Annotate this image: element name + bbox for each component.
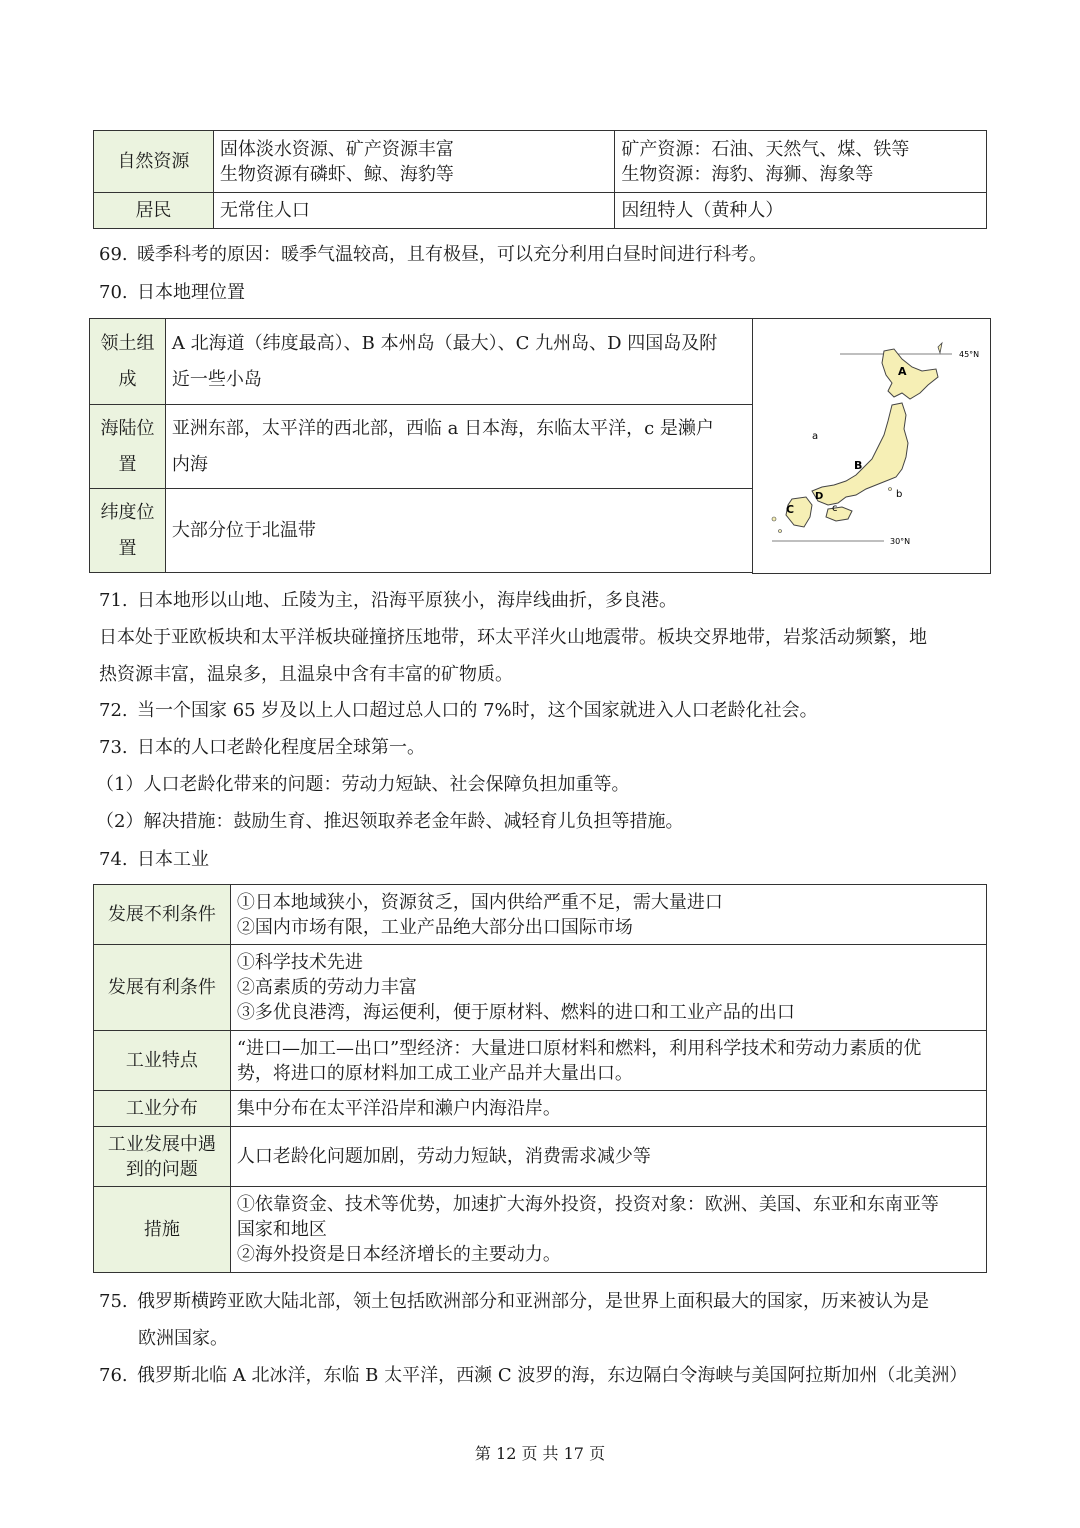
map-label-D: D bbox=[815, 491, 824, 502]
map-label-a: a bbox=[812, 431, 819, 442]
head-line: 置 bbox=[118, 453, 137, 475]
head-line: 工业发展中遇 bbox=[107, 1133, 216, 1155]
lat-label-30: 30°N bbox=[890, 537, 911, 546]
head-line: 到的问题 bbox=[125, 1158, 198, 1180]
row-head bbox=[90, 405, 166, 489]
paragraph-line: 日本处于亚欧板块和太平洋板块碰撞挤压地带，环太平洋火山地震带。板块交界地带，岩浆活动频繁，地 bbox=[99, 627, 927, 648]
sub-item: （1）人口老龄化带来的问题：劳动力短缺、社会保障负担加重等。 bbox=[96, 774, 630, 795]
item-number: 72. bbox=[99, 700, 128, 721]
cell-line: 固体淡水资源、矿产资源丰富 bbox=[219, 138, 454, 160]
item-71 bbox=[99, 588, 677, 614]
cell-line: ①科学技术先进 bbox=[236, 952, 363, 973]
paragraph-line: 热资源丰富，温泉多，且温泉中含有丰富的矿物质。 bbox=[99, 664, 513, 685]
cell bbox=[165, 405, 752, 489]
item-text: 暖季科考的原因：暖季气温较高，且有极昼，可以充分利用白昼时间进行科考。 bbox=[137, 244, 767, 265]
item-number: 74. bbox=[99, 849, 128, 870]
resources-table bbox=[93, 130, 987, 229]
row-head: 发展不利条件 bbox=[94, 885, 231, 945]
cell-line: “进口—加工—出口”型经济：大量进口原材料和燃料，利用科学技术和劳动力素质的优 bbox=[236, 1037, 922, 1059]
japan-map-svg bbox=[752, 319, 990, 573]
row-head: 措施 bbox=[94, 1187, 231, 1273]
cell-line: ③多优良港湾，海运便利，便于原材料、燃料的进口和工业产品的出口 bbox=[236, 1002, 795, 1023]
cell: 因纽特人（黄种人） bbox=[615, 193, 987, 229]
island bbox=[772, 517, 776, 521]
item-72 bbox=[99, 698, 818, 724]
page-footer: 第 12 页 共 17 页 bbox=[474, 1444, 606, 1463]
cell-line: ②海外投资是日本经济增长的主要动力。 bbox=[236, 1244, 561, 1265]
cell bbox=[230, 885, 986, 945]
row-head bbox=[90, 319, 166, 405]
cell-line: 矿产资源：石油、天然气、煤、铁等 bbox=[621, 138, 910, 160]
head-line: 纬度位 bbox=[100, 501, 155, 523]
cell-line: A 北海道（纬度最高）、B 本州岛（最大）、C 九州岛、D 四国岛及附 bbox=[171, 332, 718, 354]
item-74 bbox=[99, 847, 209, 873]
cell bbox=[213, 131, 615, 193]
head-line: 置 bbox=[118, 537, 137, 559]
cell-line: 势，将进口的原材料加工成工业产品并大量出口。 bbox=[236, 1062, 633, 1084]
cell-line: 生物资源：海豹、海狮、海象等 bbox=[621, 163, 874, 185]
map-label-b: b bbox=[896, 489, 903, 500]
item-text: 日本地形以山地、丘陵为主，沿海平原狭小，海岸线曲折，多良港。 bbox=[137, 590, 677, 611]
kuril-island bbox=[938, 343, 942, 353]
island bbox=[889, 488, 892, 491]
item-number: 69. bbox=[99, 244, 128, 265]
row-head: 自然资源 bbox=[94, 131, 214, 193]
row-head: 发展有利条件 bbox=[94, 945, 231, 1031]
item-text: 俄罗斯横跨亚欧大陆北部，领土包括欧洲部分和亚洲部分，是世界上面积最大的国家，历来被认为是 bbox=[137, 1291, 929, 1312]
japan-industry-table bbox=[93, 884, 987, 1273]
row-head: 居民 bbox=[94, 193, 214, 229]
cell-line: ②国内市场有限，工业产品绝大部分出口国际市场 bbox=[236, 916, 633, 938]
japan-map bbox=[752, 318, 991, 574]
item-number: 76. bbox=[99, 1365, 128, 1386]
item-text: 俄罗斯北临 A 北冰洋，东临 B 太平洋，西濒 C 波罗的海，东边隔白令海峡与美国阿拉斯加州（北美洲） bbox=[137, 1365, 968, 1386]
row-head bbox=[90, 489, 166, 573]
map-label-c: c bbox=[832, 503, 838, 514]
cell-line: ②高素质的劳动力丰富 bbox=[236, 977, 417, 998]
item-number: 70. bbox=[99, 282, 128, 303]
cell-line: 生物资源有磷虾、鲸、海豹等 bbox=[219, 163, 454, 185]
item-text: 日本工业 bbox=[137, 849, 209, 870]
cell-line: 内海 bbox=[171, 453, 208, 475]
shikoku-shape bbox=[826, 507, 852, 521]
lat-label-45: 45°N bbox=[959, 350, 980, 359]
cell-line: 国家和地区 bbox=[236, 1219, 327, 1240]
item-text-cont: 欧洲国家。 bbox=[138, 1328, 228, 1349]
item-text: 日本的人口老龄化程度居全球第一。 bbox=[137, 737, 425, 758]
item-number: 73. bbox=[99, 737, 128, 758]
cell-line: ①日本地域狭小，资源贫乏，国内供给严重不足，需大量进口 bbox=[236, 891, 723, 913]
item-number: 75. bbox=[99, 1291, 128, 1312]
sub-item: （2）解决措施：鼓励生育、推迟领取养老金年龄、减轻育儿负担等措施。 bbox=[96, 811, 684, 832]
island bbox=[779, 530, 782, 533]
item-76 bbox=[99, 1363, 967, 1389]
cell-line: 近一些小岛 bbox=[171, 368, 262, 390]
item-70 bbox=[99, 280, 245, 306]
cell: 无常住人口 bbox=[213, 193, 615, 229]
cell bbox=[230, 945, 986, 1031]
item-69 bbox=[99, 242, 767, 268]
cell: 人口老龄化问题加剧，劳动力短缺，消费需求减少等 bbox=[230, 1127, 986, 1187]
cell-line: 亚洲东部，太平洋的西北部，西临 a 日本海，东临太平洋，c 是濑户 bbox=[171, 417, 714, 439]
head-line: 海陆位 bbox=[100, 417, 155, 439]
head-line: 成 bbox=[118, 368, 137, 390]
row-head: 工业分布 bbox=[94, 1091, 231, 1127]
cell bbox=[165, 319, 752, 405]
row-head bbox=[94, 1127, 231, 1187]
hokkaido-shape bbox=[882, 349, 938, 399]
japan-location-table bbox=[89, 318, 753, 573]
head-line: 领土组 bbox=[100, 332, 155, 354]
cell: 大部分位于北温带 bbox=[165, 489, 752, 573]
map-label-C: C bbox=[786, 503, 795, 516]
cell bbox=[230, 1187, 986, 1273]
cell bbox=[230, 1031, 986, 1091]
item-73 bbox=[99, 735, 425, 761]
map-label-A: A bbox=[898, 365, 907, 378]
honshu-shape bbox=[812, 403, 908, 505]
item-text: 日本地理位置 bbox=[137, 282, 245, 303]
item-text: 当一个国家 65 岁及以上人口超过总人口的 7%时，这个国家就进入人口老龄化社会。 bbox=[137, 700, 818, 721]
cell: 集中分布在太平洋沿岸和濑户内海沿岸。 bbox=[230, 1091, 986, 1127]
row-head: 工业特点 bbox=[94, 1031, 231, 1091]
cell bbox=[615, 131, 987, 193]
item-number: 71. bbox=[99, 590, 128, 611]
map-label-B: B bbox=[854, 459, 863, 472]
item-75 bbox=[99, 1289, 929, 1315]
cell-line: ①依靠资金、技术等优势，加速扩大海外投资，投资对象：欧洲、美国、东亚和东南亚等 bbox=[236, 1194, 939, 1215]
